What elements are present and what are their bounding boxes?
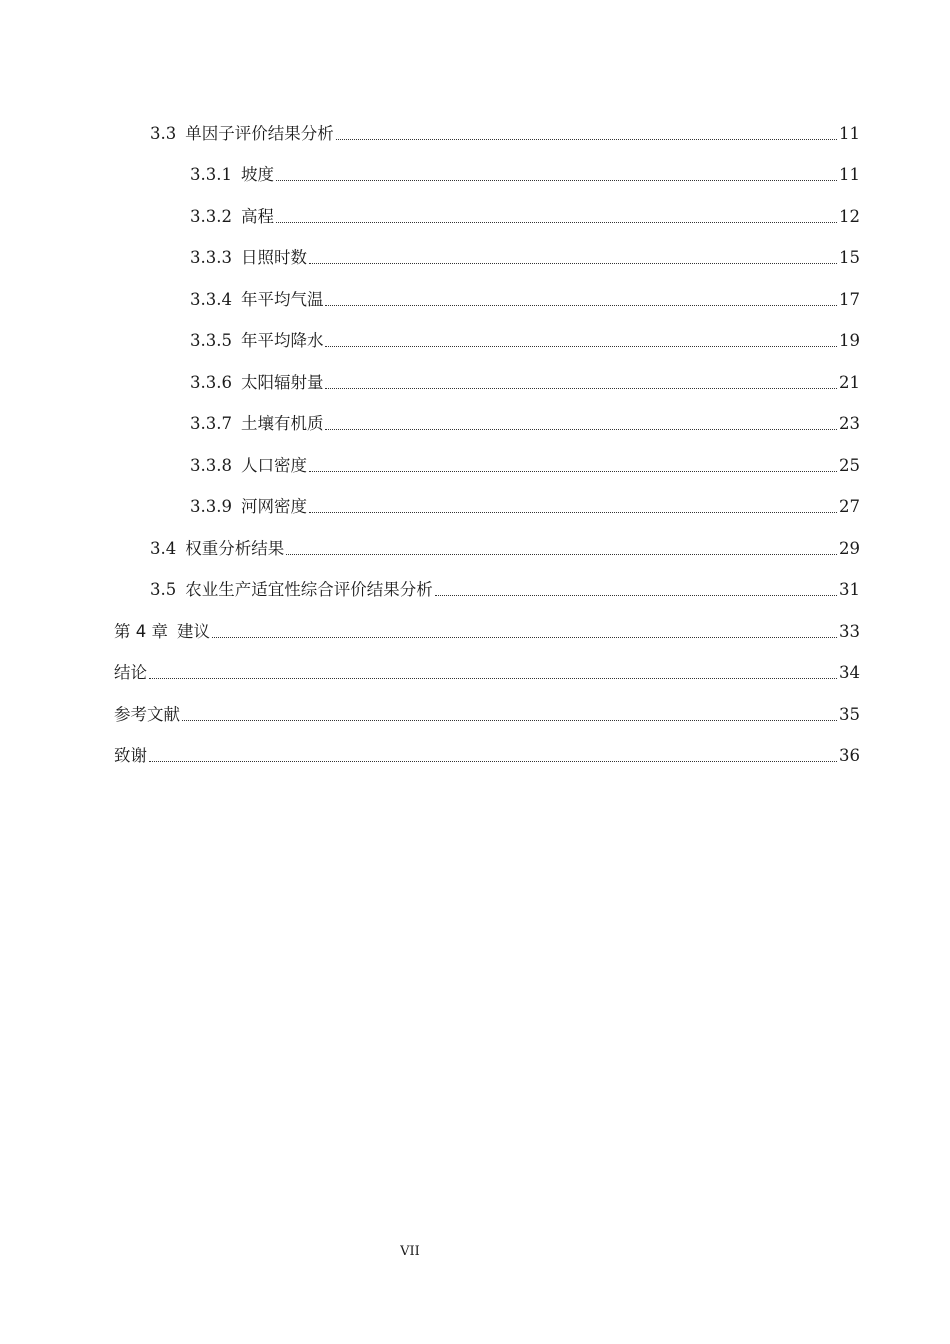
toc-dot-leader — [325, 387, 837, 389]
toc-entry-3-3-2[interactable] — [190, 200, 860, 228]
toc-entry-page: 25 — [839, 456, 860, 475]
toc-entry-3-3-7[interactable] — [190, 407, 860, 435]
toc-entry-number: 3.4 — [150, 539, 177, 558]
toc-entry-page: 19 — [839, 331, 860, 350]
toc-entry-number: 第 4 章 — [114, 622, 168, 641]
toc-dot-leader — [276, 221, 837, 223]
toc-dot-leader — [286, 553, 837, 555]
toc-dot-leader — [336, 138, 837, 140]
toc-dot-leader — [309, 511, 837, 513]
toc-entry-title: 河网密度 — [240, 497, 307, 516]
toc-entry-title: 土壤有机质 — [240, 414, 324, 433]
toc-entry-title: 建议 — [177, 622, 210, 641]
toc-entry-number: 3.3.9 — [190, 497, 232, 516]
toc-entry-3-3[interactable] — [150, 117, 860, 145]
toc-entry-title: 高程 — [240, 207, 274, 226]
toc-entry-number: 3.3.5 — [190, 331, 232, 350]
toc-entry-page: 34 — [839, 663, 860, 682]
toc-entry-title: 坡度 — [240, 165, 274, 184]
toc-entry-chapter-4[interactable] — [114, 615, 860, 643]
toc-entry-acknowledgements[interactable] — [114, 739, 860, 767]
toc-entry-3-3-6[interactable] — [190, 366, 860, 394]
toc-entry-number: 3.3.7 — [190, 414, 232, 433]
toc-entry-page: 11 — [839, 165, 860, 184]
toc-dot-leader — [435, 594, 837, 596]
toc-entry-page: 35 — [839, 705, 860, 724]
toc-dot-leader — [325, 428, 837, 430]
toc-dot-leader — [276, 179, 837, 181]
toc-entry-title: 致谢 — [114, 746, 147, 765]
toc-entry-title: 年平均降水 — [240, 331, 324, 350]
toc-entry-title: 日照时数 — [240, 248, 307, 267]
toc-entry-page: 21 — [839, 373, 860, 392]
toc-entry-title: 权重分析结果 — [185, 539, 285, 558]
toc-entry-3-3-8[interactable] — [190, 449, 860, 477]
toc-entry-3-3-1[interactable] — [190, 158, 860, 186]
toc-dot-leader — [325, 345, 837, 347]
toc-dot-leader — [309, 470, 837, 472]
toc-entry-3-3-9[interactable] — [190, 490, 860, 518]
toc-dot-leader — [309, 262, 837, 264]
footer-page-number: VII — [400, 1244, 420, 1259]
toc-entry-page: 36 — [839, 746, 860, 765]
toc-entry-title: 农业生产适宜性综合评价结果分析 — [185, 580, 433, 599]
toc-entry-number: 3.5 — [150, 580, 177, 599]
toc-entry-number: 3.3.8 — [190, 456, 232, 475]
toc-entry-page: 29 — [839, 539, 860, 558]
toc-entry-3-5[interactable] — [150, 573, 860, 601]
toc-entry-3-3-3[interactable] — [190, 241, 860, 269]
toc-entry-conclusion[interactable] — [114, 656, 860, 684]
toc-entry-references[interactable] — [114, 698, 860, 726]
toc-entry-title: 年平均气温 — [240, 290, 324, 309]
toc-entry-title: 单因子评价结果分析 — [185, 124, 334, 143]
toc-entry-3-3-4[interactable] — [190, 283, 860, 311]
toc-entry-page: 31 — [839, 580, 860, 599]
toc-entry-title: 人口密度 — [240, 456, 307, 475]
toc-entry-page: 12 — [839, 207, 860, 226]
toc-dot-leader — [212, 636, 837, 638]
toc-dot-leader — [182, 719, 837, 721]
toc-entry-page: 15 — [839, 248, 860, 267]
toc-entry-number: 3.3.1 — [190, 165, 232, 184]
toc-entry-title: 参考文献 — [114, 705, 180, 724]
toc-entry-page: 33 — [839, 622, 860, 641]
toc-entry-number: 3.3.3 — [190, 248, 232, 267]
toc-entry-page: 11 — [839, 124, 860, 143]
toc-entry-page: 23 — [839, 414, 860, 433]
toc-entry-number: 3.3.6 — [190, 373, 232, 392]
toc-dot-leader — [325, 304, 837, 306]
toc-dot-leader — [149, 677, 837, 679]
toc-entry-3-4[interactable] — [150, 532, 860, 560]
toc-entry-title: 结论 — [114, 663, 147, 682]
toc-entry-number: 3.3 — [150, 124, 177, 143]
toc-dot-leader — [149, 760, 837, 762]
toc-entry-page: 17 — [839, 290, 860, 309]
toc-entry-number: 3.3.4 — [190, 290, 232, 309]
toc-entry-number: 3.3.2 — [190, 207, 232, 226]
toc-entry-title: 太阳辐射量 — [240, 373, 324, 392]
toc-entry-page: 27 — [839, 497, 860, 516]
toc-entry-3-3-5[interactable] — [190, 324, 860, 352]
